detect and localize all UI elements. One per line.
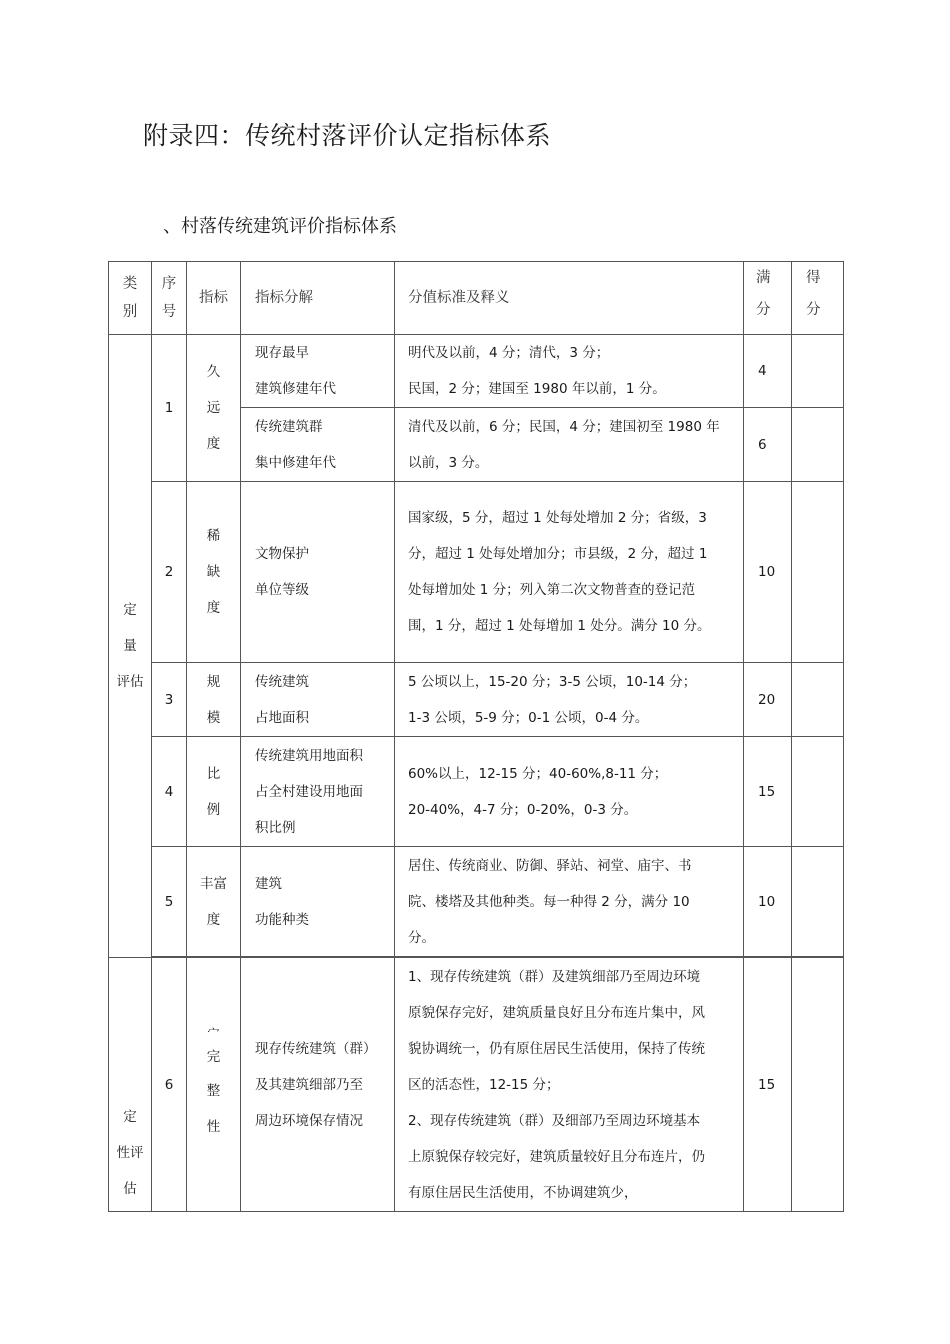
standard-cell: 居住、传统商业、防御、驿站、祠堂、庙宇、书 院、楼塔及其他种类。每一种得 2 分，满分 10 分。 xyxy=(395,847,744,957)
page-title: 附录四：传统村落评价认定指标体系 xyxy=(143,121,552,150)
breakdown-cell: 现存最早 建筑修建年代 xyxy=(241,335,395,408)
breakdown-cell: 建筑 功能种类 xyxy=(241,847,395,957)
standard-cell: 国家级，5 分，超过 1 处每处增加 2 分；省级，3 分，超过 1 处每处增加分；市县级，2 分，超过 1 处每增加处 1 分；列入第二次文物普查的登记范 围，1 分，超过 1 处每增加 1 处分。满分 10 分。 xyxy=(395,482,744,663)
indicator-table xyxy=(108,261,844,1212)
seq-cell: 1 xyxy=(152,335,187,482)
header-score: 得 分 xyxy=(792,262,844,335)
table-row xyxy=(109,847,844,957)
score-cell[interactable] xyxy=(792,958,844,1212)
standard-cell: 清代及以前，6 分；民国，4 分；建国初至 1980 年 以前，3 分。 xyxy=(395,408,744,482)
category-qualitative: 定 性评 估 xyxy=(109,958,152,1212)
breakdown-cell: 文物保护 单位等级 xyxy=(241,482,395,663)
full-score-cell: 10 xyxy=(744,847,792,957)
score-cell[interactable] xyxy=(792,482,844,663)
standard-cell: 60%以上，12-15 分；40-60%,8-11 分； 20-40%，4-7 分；0-20%，0-3 分。 xyxy=(395,737,744,847)
category-quantitative: 定 量 评估 xyxy=(109,335,152,958)
indicator-cell: 久 远 度 xyxy=(187,335,241,482)
table-row xyxy=(109,482,844,663)
indicator-cell: 丰富 度 xyxy=(187,847,241,957)
full-score-cell: 10 xyxy=(744,482,792,663)
header-indicator: 指标 xyxy=(187,262,241,335)
full-score-cell: 6 xyxy=(744,408,792,482)
indicator-cell: 稀 缺 度 xyxy=(187,482,241,663)
breakdown-cell: 现存传统建筑（群） 及其建筑细部乃至 周边环境保存情况 xyxy=(241,958,395,1212)
seq-cell: 3 xyxy=(152,663,187,737)
header-standard: 分值标准及释义 xyxy=(395,262,744,335)
breakdown-cell: 传统建筑用地面积 占全村建设用地面 积比例 xyxy=(241,737,395,847)
header-breakdown: 指标分解 xyxy=(241,262,395,335)
indicator-cell: 比 例 xyxy=(187,737,241,847)
score-cell[interactable] xyxy=(792,663,844,737)
score-cell[interactable] xyxy=(792,737,844,847)
full-score-cell: 20 xyxy=(744,663,792,737)
standard-cell: 明代及以前，4 分；清代，3 分； 民国，2 分；建国至 1980 年以前，1 分。 xyxy=(395,335,744,408)
breakdown-cell: 传统建筑群 集中修建年代 xyxy=(241,408,395,482)
header-category: 类 别 xyxy=(109,262,152,335)
seq-cell: 4 xyxy=(152,737,187,847)
header-seq: 序 号 xyxy=(152,262,187,335)
table-row xyxy=(109,335,844,408)
indicator-cell: 规 模 xyxy=(187,663,241,737)
score-cell[interactable] xyxy=(792,847,844,957)
table-row xyxy=(109,958,844,1212)
full-score-cell: 15 xyxy=(744,737,792,847)
table-row xyxy=(109,737,844,847)
header-full-score: 满 分 xyxy=(744,262,792,335)
full-score-cell: 15 xyxy=(744,958,792,1212)
table-header-row xyxy=(109,262,844,335)
full-score-cell: 4 xyxy=(744,335,792,408)
section-subtitle: 、村落传统建筑评价指标体系 xyxy=(163,216,397,237)
table-row xyxy=(109,663,844,737)
score-cell[interactable] xyxy=(792,408,844,482)
score-cell[interactable] xyxy=(792,335,844,408)
seq-cell: 6 xyxy=(152,958,187,1212)
standard-cell: 5 公顷以上，15-20 分；3-5 公顷，10-14 分； 1-3 公顷，5-9 分；0-1 公顷，0-4 分。 xyxy=(395,663,744,737)
standard-cell: 1、现存传统建筑（群）及建筑细部乃至周边环境 原貌保存完好，建筑质量良好且分布连片集中，风 貌协调统一，仍有原住居民生活使用，保持了传统 区的活态性，12-15 分； 2、现存传统建筑（群）及细部乃至周边环境基本 上原貌保存较完好，建筑质量较好且分布连片，仍 有原住居民生活使用，不协调建筑少， xyxy=(395,958,744,1212)
indicator-cell: 宀 完 整 性 xyxy=(187,958,241,1212)
breakdown-cell: 传统建筑 占地面积 xyxy=(241,663,395,737)
seq-cell: 5 xyxy=(152,847,187,957)
seq-cell: 2 xyxy=(152,482,187,663)
